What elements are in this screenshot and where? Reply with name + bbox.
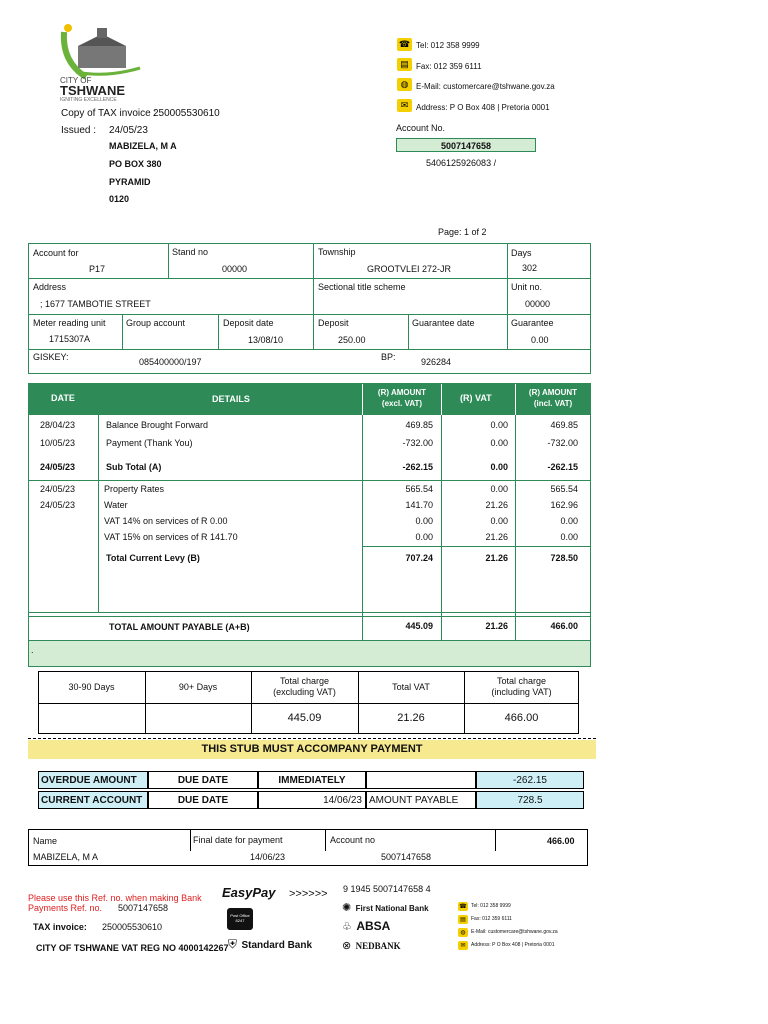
issued-label: Issued : — [61, 125, 97, 136]
row-6-vat: 0.00 — [490, 516, 508, 526]
township-label: Township — [318, 247, 356, 257]
overdue-value: -262.15 — [476, 771, 584, 789]
barcode-text: 9 1945 5007147658 4 — [343, 884, 431, 894]
fnb-icon: ✺ — [342, 902, 352, 914]
total-vat: 21.26 — [485, 621, 508, 631]
subtotal-incl: -262.15 — [547, 462, 578, 472]
unit-value: 00000 — [525, 299, 551, 309]
total-excl: 445.09 — [405, 621, 433, 631]
overdue-blank — [366, 771, 476, 789]
standard-bank-icon: ⛨ — [228, 937, 238, 951]
subtotal-label: Sub Total (A) — [106, 462, 162, 472]
fax-icon-small: ▤ — [458, 915, 468, 924]
stub-amount: 466.00 — [547, 836, 575, 846]
address-line-1: MABIZELA, M A — [109, 141, 177, 151]
header-details: DETAILS — [212, 394, 250, 404]
aging-h3 — [251, 676, 358, 698]
row-4-date: 24/05/23 — [40, 484, 76, 494]
logo-name: TSHWANE — [60, 83, 125, 98]
aging-v4: 21.26 — [397, 712, 425, 724]
current-label: CURRENT ACCOUNT — [38, 791, 148, 809]
contact-email: E-Mail: customercare@tshwane.gov.za — [416, 82, 555, 91]
deposit-value: 250.00 — [338, 335, 366, 345]
envelope-icon-small: ✉ — [458, 941, 468, 950]
header-amount-incl — [516, 387, 590, 409]
acc-label: Account no — [330, 835, 376, 845]
aging-h5-line1: Total charge — [496, 676, 547, 686]
row-5-incl: 162.96 — [550, 500, 578, 510]
deposit-date-label: Deposit date — [223, 318, 274, 328]
ref-note-1: Please use this Ref. no. when making Bank — [28, 893, 202, 903]
row-5-details: Water — [104, 500, 128, 510]
final-date-value: 14/06/23 — [250, 852, 286, 862]
unit-label: Unit no. — [511, 282, 543, 292]
row-1-excl: 469.85 — [405, 420, 433, 430]
stand-no-value: 00000 — [222, 264, 248, 274]
envelope-icon: ✉ — [397, 99, 412, 112]
bp-value: 926284 — [421, 357, 452, 367]
row-7-incl: 0.00 — [560, 532, 578, 542]
acc-value: 5007147658 — [381, 852, 432, 862]
days-value: 302 — [522, 263, 538, 273]
small-tel: Tel: 012 358 9999 — [471, 903, 511, 909]
address-value: ; 1677 TAMBOTIE STREET — [40, 299, 151, 309]
header-date: DATE — [51, 393, 75, 403]
address-label: Address — [33, 282, 67, 292]
bp-label: BP: — [381, 352, 396, 362]
logo-tagline: IGNITING EXCELLENCE — [60, 97, 117, 103]
sectional-label: Sectional title scheme — [318, 282, 406, 292]
issued-value: 24/05/23 — [109, 125, 148, 136]
current-due-label: DUE DATE — [148, 791, 258, 809]
account-no-label: Account No. — [396, 123, 446, 133]
mouse-icon-small: ◍ — [458, 928, 468, 937]
row-6-excl: 0.00 — [415, 516, 433, 526]
easypay-text: EasyPay — [222, 885, 276, 900]
township-value: GROOTVLEI 272-JR — [367, 264, 452, 274]
payment-details-box — [28, 829, 588, 866]
tax-label: TAX invoice: — [33, 922, 87, 932]
name-value: MABIZELA, M A — [33, 852, 99, 862]
row-7-excl: 0.00 — [415, 532, 433, 542]
post-office-logo — [227, 908, 253, 930]
tax-no: 250005530610 — [102, 922, 163, 932]
phone-icon-small: ☎ — [459, 904, 467, 910]
row-6-incl: 0.00 — [560, 516, 578, 526]
overdue-label: OVERDUE AMOUNT — [38, 771, 148, 789]
total-label: TOTAL AMOUNT PAYABLE (A+B) — [109, 622, 250, 632]
subtotal-date: 24/05/23 — [40, 462, 76, 472]
meter-label: Meter reading unit — [33, 318, 106, 328]
row-1-date: 28/04/23 — [40, 420, 76, 430]
levy-label: Total Current Levy (B) — [106, 553, 200, 563]
row-2-incl: -732.00 — [547, 438, 578, 448]
easypay-logo — [222, 885, 276, 900]
amount-payable-label: AMOUNT PAYABLE — [366, 791, 476, 809]
row-4-incl: 565.54 — [550, 484, 578, 494]
aging-h5-line2: (including VAT) — [491, 687, 552, 697]
levy-excl: 707.24 — [405, 553, 433, 563]
current-value: 728.5 — [476, 791, 584, 809]
account-for-value: P17 — [89, 264, 106, 274]
overdue-due-label: DUE DATE — [148, 771, 258, 789]
row-1-incl: 469.85 — [550, 420, 578, 430]
row-7-vat: 21.26 — [485, 532, 508, 542]
logo-city-of: CITY OF — [60, 76, 92, 85]
aging-h3-line1: Total charge — [279, 676, 330, 686]
aging-h4: Total VAT — [392, 682, 430, 692]
copy-value: 250005530610 — [153, 108, 220, 119]
guarantee-date-label: Guarantee date — [412, 318, 475, 328]
small-address: Address: P O Box 408 | Pretoria 0001 — [471, 942, 555, 948]
row-2-excl: -732.00 — [402, 438, 433, 448]
address-line-3: PYRAMID — [109, 177, 151, 187]
aging-h2: 90+ Days — [178, 682, 218, 692]
account-no-box: 5007147658 — [396, 138, 536, 152]
absa-text: ABSA — [356, 919, 391, 933]
stand-no-label: Stand no — [172, 247, 209, 257]
guarantee-value: 0.00 — [531, 335, 549, 345]
header-amount-excl — [364, 387, 440, 409]
arrows: >>>>>> — [289, 888, 328, 900]
contact-fax: Fax: 012 359 6111 — [416, 62, 482, 71]
levy-incl: 728.50 — [550, 553, 578, 563]
address-line-2: PO BOX 380 — [109, 159, 162, 169]
post-office-text: Post Office — [230, 913, 250, 918]
nedbank-logo — [342, 936, 401, 954]
row-2-vat: 0.00 — [490, 438, 508, 448]
row-7-details: VAT 15% on services of R 141.70 — [104, 532, 238, 542]
subtotal-excl: -262.15 — [402, 462, 433, 472]
contact-address: Address: P O Box 408 | Pretoria 0001 — [416, 103, 550, 112]
ref-note-2: Payments Ref. no. — [28, 903, 103, 913]
giskey-value: 085400000/197 — [139, 357, 202, 367]
fnb-logo — [342, 898, 429, 916]
address-line-4: 0120 — [109, 194, 130, 204]
cut-line — [28, 738, 596, 739]
note-band — [29, 641, 590, 666]
row-4-excl: 565.54 — [405, 484, 433, 494]
contact-tel: Tel: 012 358 9999 — [416, 41, 480, 50]
aging-h3-line2: (excluding VAT) — [273, 687, 336, 697]
nedbank-icon: ⊗ — [342, 940, 352, 952]
table-header — [29, 384, 590, 415]
name-label: Name — [33, 836, 58, 846]
final-date-label: Final date for payment — [193, 835, 283, 845]
post-office-code: 8247 — [235, 918, 245, 923]
meter-value: 1715307A — [49, 334, 91, 344]
small-email: E-Mail: customercare@tshwane.gov.za — [471, 929, 558, 935]
row-5-date: 24/05/23 — [40, 500, 76, 510]
header-vat: (R) VAT — [460, 393, 492, 403]
account-for-label: Account for — [33, 248, 79, 258]
mouse-icon: ◍ — [397, 78, 412, 91]
nedbank-text: NEDBANK — [355, 941, 401, 951]
fnb-text: First National Bank — [355, 904, 429, 913]
overdue-immediately: IMMEDIATELY — [258, 771, 366, 789]
standard-bank-text: Standard Bank — [241, 940, 313, 951]
row-2-details: Payment (Thank You) — [106, 438, 193, 448]
row-1-vat: 0.00 — [490, 420, 508, 430]
giskey-label: GISKEY: — [33, 352, 69, 362]
deposit-label: Deposit — [318, 318, 349, 328]
group-label: Group account — [126, 318, 186, 328]
subtotal-vat: 0.00 — [490, 462, 508, 472]
levy-vat: 21.26 — [485, 553, 508, 563]
current-date: 14/06/23 — [258, 791, 366, 809]
row-2-date: 10/05/23 — [40, 438, 76, 448]
aging-h5 — [464, 676, 579, 698]
standard-bank-logo — [228, 935, 312, 953]
copy-label: Copy of TAX invoice : — [61, 108, 157, 119]
absa-logo — [342, 917, 390, 935]
row-4-vat: 0.00 — [490, 484, 508, 494]
absa-icon: ♧ — [342, 921, 352, 933]
stub-title: THIS STUB MUST ACCOMPANY PAYMENT — [28, 740, 596, 759]
days-label: Days — [511, 248, 532, 258]
small-fax: Fax: 012 359 6111 — [471, 916, 512, 922]
row-1-details: Balance Brought Forward — [106, 420, 209, 430]
aging-h1: 30-90 Days — [68, 682, 115, 692]
fax-icon: ▤ — [397, 58, 412, 71]
page-number: Page: 1 of 2 — [438, 227, 487, 237]
aging-v3: 445.09 — [287, 712, 322, 724]
header-amount-incl-1: (R) AMOUNT — [528, 388, 578, 397]
aging-v5: 466.00 — [504, 712, 539, 724]
ref-no: 5007147658 — [118, 903, 169, 913]
header-amount-incl-2: (incl. VAT) — [533, 399, 573, 408]
total-incl: 466.00 — [550, 621, 578, 631]
phone-icon: ☎ — [398, 39, 411, 49]
row-5-vat: 21.26 — [485, 500, 508, 510]
deposit-date-value: 13/08/10 — [248, 335, 284, 345]
row-4-details: Property Rates — [104, 484, 165, 494]
row-5-excl: 141.70 — [405, 500, 433, 510]
header-amount-excl-1: (R) AMOUNT — [377, 388, 427, 397]
row-6-details: VAT 14% on services of R 0.00 — [104, 516, 228, 526]
table-note: . — [31, 645, 34, 655]
vat-reg: CITY OF TSHWANE VAT REG NO 4000142267 — [36, 943, 229, 953]
sub-account: 5406125926083 / — [426, 158, 497, 168]
guarantee-label: Guarantee — [511, 318, 554, 328]
header-amount-excl-2: (excl. VAT) — [381, 399, 423, 408]
